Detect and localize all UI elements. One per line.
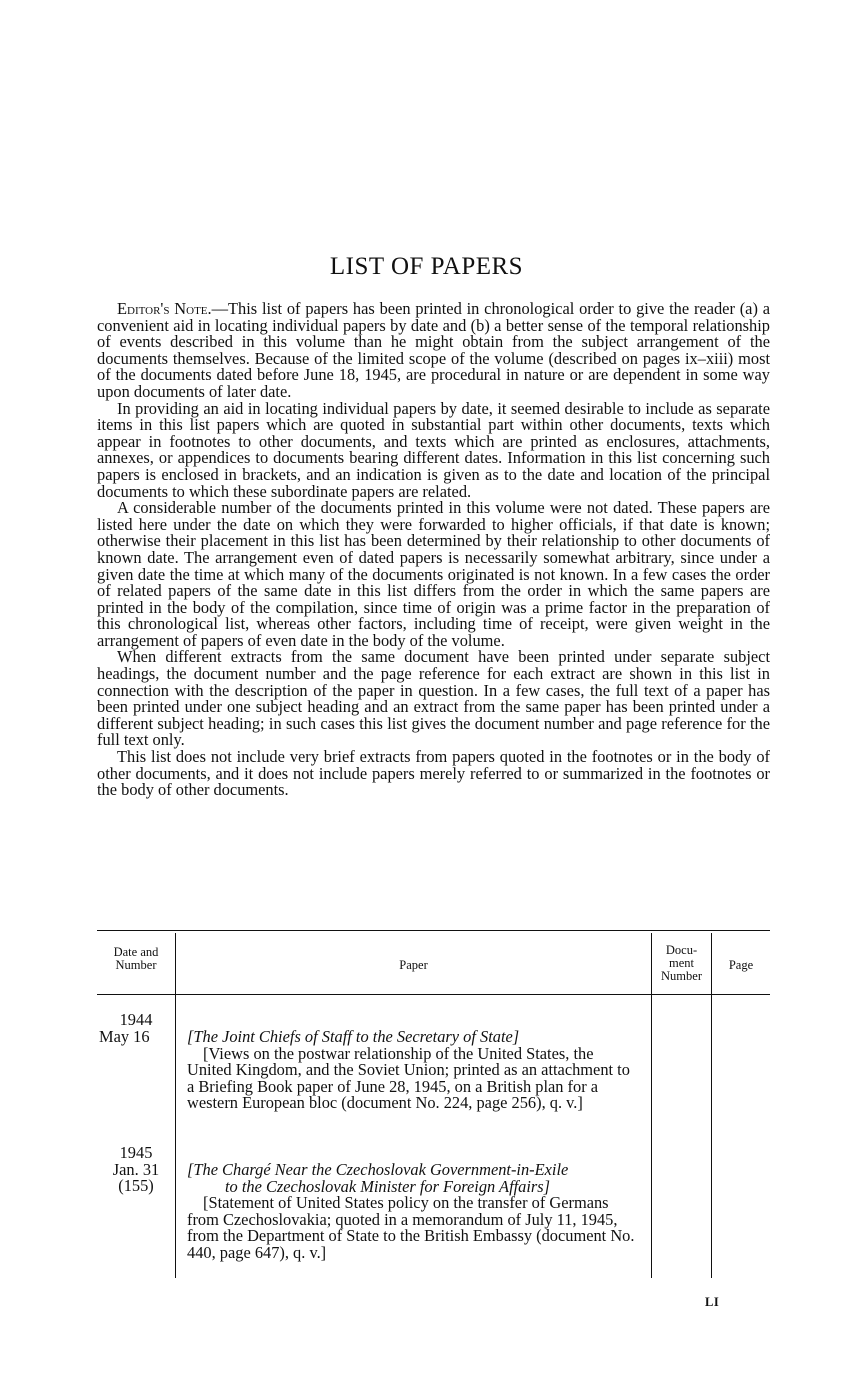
header-docnum-line: Docu-	[665, 943, 698, 957]
column-divider	[175, 995, 176, 1278]
note-label: Editor's Note.	[117, 299, 212, 318]
page-folio: LI	[705, 1295, 720, 1309]
row-paper-title: [The Chargé Near the Czechoslovak Government-in-Exile	[187, 1160, 569, 1179]
row-date: Jan. 31	[112, 1159, 160, 1179]
editors-note	[97, 301, 770, 799]
header-docnum-line: ment	[669, 956, 694, 970]
row-year: 1944	[119, 1010, 153, 1029]
row-year: 1945	[119, 1143, 153, 1162]
table-top-rule	[97, 930, 770, 931]
header-page: Page	[728, 958, 754, 972]
column-divider	[651, 933, 652, 1278]
table-row-paper	[187, 1029, 641, 1112]
note-paragraph-1	[97, 301, 770, 401]
header-number-line: Number	[115, 958, 157, 972]
row-date: May 16	[99, 1026, 150, 1046]
header-date-number	[97, 946, 175, 972]
row-paper-title: [The Joint Chiefs of Staff to the Secretary of State]	[187, 1027, 520, 1046]
column-divider	[711, 933, 712, 1278]
note-paragraph-5: This list does not include very brief extracts from papers quoted in the footnotes or in the body of other documents, and it does not include papers merely referred to or summarized in the footnotes or the body of other documents.	[97, 747, 770, 800]
row-paper-description: [Views on the postwar relationship of the United States, the United Kingdom, and the Soviet Union; printed as an attachment to a Briefing Book paper of June 28, 1945, on a British plan for a western European bloc (document No. 224, page 256), q. v.]	[187, 1043, 630, 1113]
page-title: LIST OF PAPERS	[329, 253, 524, 280]
header-date-line: Date and	[113, 945, 159, 959]
header-paper: Paper	[399, 958, 428, 972]
table-row-date	[97, 1145, 175, 1195]
row-number: (155)	[118, 1176, 154, 1196]
note-paragraph-4: When different extracts from the same document have been printed under separate subject headings, the document number and the page reference for each extract are shown in this list in connection with the description of the paper in question. In a few cases, the full text of a paper has been printed under one subject heading and an extract from the same paper has been printed under a different subject heading; in such cases this list gives the document number and page reference for the full text only.	[97, 647, 770, 750]
table-header-rule	[97, 994, 770, 995]
header-docnum-line: Number	[661, 969, 702, 983]
table-row-paper	[187, 1162, 641, 1262]
header-document-number	[652, 944, 711, 983]
note-paragraph-2: In providing an aid in locating individual papers by date, it seemed desirable to include as separate items in this list papers which are quoted in substantial part within other documents, texts which appear in footnotes to other documents, and texts which are printed as enclosures, attachments, annexes, or appendices to documents bearing different dates. Information in this list concerning such papers is enclosed in brackets, and an indication is given as to the date and location of the principal documents to which these subordinate papers are related.	[97, 398, 770, 501]
note-paragraph-3: A considerable number of the documents printed in this volume were not dated. These papers are listed here under the date on which they were forwarded to higher officials, if that date is known; otherwise their placement in this list has been determined by their relationship to other documents of known date. The arrangement even of dated papers is necessarily somewhat arbitrary, since under a given date the time at which many of the documents originated is not known. In a few cases the order of related papers of the same date in this list differs from the order in which the same papers are printed in the body of the compilation, since time of origin was a prime factor in the preparation of this chronological list, whereas other factors, including time of receipt, were given weight in the arrangement of papers of even date in the body of the volume.	[97, 498, 770, 650]
table-row-date	[97, 1012, 175, 1045]
row-paper-title-continued: to the Czechoslovak Minister for Foreign Affairs]	[225, 1176, 551, 1196]
note-paragraph-1-text: —This list of papers has been printed in chronological order to give the reader (a) a convenient aid in locating individual papers by date and (b) a better sense of the temporal relationship of events described in this volume than he might obtain from the subject arrangement of the documents themselves. Because of the limited scope of the volume (described on pages ix–xiii) most of the documents dated before June 18, 1945, are procedural in nature or are dependent in some way upon documents of later date.	[97, 299, 771, 401]
row-paper-description: [Statement of United States policy on the transfer of Germans from Czechoslovakia; quoted in a memorandum of July 11, 1945, from the Department of State to the British Embassy (document No. 440, page 647), q. v.]	[187, 1193, 635, 1262]
